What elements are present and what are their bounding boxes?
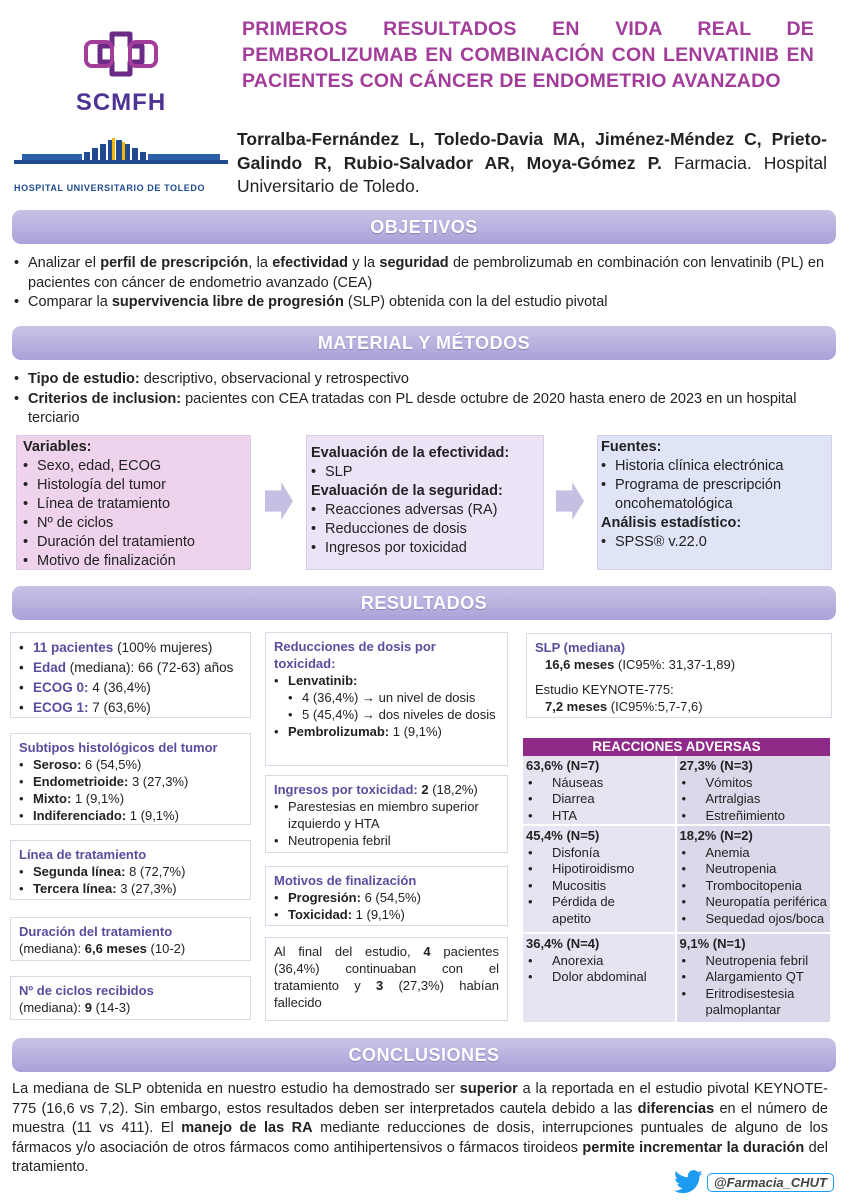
list-item: • Náuseas — [526, 775, 672, 792]
table-row — [523, 824, 830, 932]
analisis-list — [601, 533, 828, 552]
list-item: • Línea de tratamiento — [23, 495, 244, 514]
motivos-title: Motivos de finalización — [274, 873, 417, 888]
hospital-name: HOSPITAL UNIVERSITARIO DE TOLEDO — [14, 183, 206, 193]
list-item: • Artralgias — [680, 791, 828, 808]
duracion-title: Duración del tratamiento — [19, 924, 173, 939]
authors — [237, 128, 827, 199]
evaluacion-box — [306, 435, 544, 570]
list-item: • Dolor abdominal — [526, 969, 672, 986]
linea-box — [10, 840, 251, 900]
table-row — [523, 932, 830, 1022]
list-item: • Historia clínica electrónica — [601, 457, 828, 476]
final-box: Al final del estudio, 4 pacientes (36,4%) continuaban con el tratamiento y 3 (27,3%) habían fallecido — [265, 937, 508, 1021]
author-names: Torralba-Fernández L, Toledo-Davia MA, Jiménez-Méndez C, Prieto-Galindo R, Rubio-Salvador AR, Moya-Gómez P. — [237, 129, 827, 173]
list-item: • Disfonía — [526, 845, 672, 862]
list-item: • Neutropenia febril — [680, 953, 828, 970]
list-item: • Toxicidad: 1 (9,1%) — [274, 906, 499, 923]
ciclos-value: (mediana): 9 (14-3) — [19, 1000, 131, 1015]
seguridad-title: Evaluación de la seguridad: — [311, 483, 503, 499]
hospital-building-icon — [14, 138, 228, 174]
list-item: • Diarrea — [526, 791, 672, 808]
linea-title: Línea de tratamiento — [19, 847, 147, 862]
fuentes-title: Fuentes: — [601, 439, 662, 455]
list-item: • Mucositis — [526, 878, 672, 895]
list-item: • Progresión: 6 (54,5%) — [274, 889, 499, 906]
hospital-logo — [14, 138, 228, 192]
ecog1-item: • ECOG 1: 7 (63,6%) — [19, 698, 242, 718]
scmfh-wordmark: SCMFH — [75, 89, 167, 116]
list-item: • Tercera línea: 3 (27,3%) — [19, 880, 242, 897]
seguridad-list — [311, 501, 539, 558]
pacientes-item: • 11 pacientes (100% mujeres) — [19, 638, 242, 658]
slp-value: 16,6 meses (IC95%: 31,37-1,89) — [545, 657, 736, 672]
scmfh-logo — [66, 28, 176, 116]
list-item: • Anemia — [680, 845, 828, 862]
list-item: • Reducciones de dosis — [311, 520, 539, 539]
twitter-handle[interactable] — [674, 1168, 834, 1196]
list-item: • Ingresos por toxicidad — [311, 539, 539, 558]
ra-cell: 27,3% (N=3) • Vómitos • Artralgias • Estreñimiento — [677, 756, 831, 824]
variables-list — [23, 457, 244, 571]
analisis-title: Análisis estadístico: — [601, 515, 742, 531]
scmfh-emblem-icon — [66, 28, 176, 80]
conclusiones-banner: CONCLUSIONES — [12, 1038, 836, 1072]
reducciones-box — [265, 632, 508, 766]
affiliation: Farmacia. Hospital Universitario de Toledo. — [237, 152, 827, 196]
list-item: • Nº de ciclos — [23, 514, 244, 533]
criterios-inclusion: • Criterios de inclusion: pacientes con CEA tratadas con PL desde octubre de 2020 hasta enero de 2023 en un hospital terciario — [14, 390, 824, 429]
ingresos-title: Ingresos por toxicidad: 2 (18,2%) — [274, 782, 478, 797]
duracion-box — [10, 917, 251, 961]
objetivos-list — [14, 254, 824, 313]
list-item: • Mixto: 1 (9,1%) — [19, 790, 242, 807]
resultados-banner: RESULTADOS — [12, 586, 836, 620]
list-item: • Endometrioide: 3 (27,3%) — [19, 773, 242, 790]
fuentes-list — [601, 457, 828, 514]
arrow-right-icon — [265, 482, 293, 520]
slp-box — [526, 633, 832, 718]
variables-title: Variables: — [23, 439, 92, 455]
list-item: • SPSS® v.22.0 — [601, 533, 828, 552]
list-item: • Neutropenia febril — [274, 832, 499, 849]
efectividad-list — [311, 463, 539, 482]
list-item: • SLP — [311, 463, 539, 482]
ra-cell: 45,4% (N=5) • Disfonía • Hipotiroidismo • Mucositis • Pérdida de apetito — [523, 826, 677, 932]
list-item: • HTA — [526, 808, 672, 825]
list-item: • Seroso: 6 (54,5%) — [19, 756, 242, 773]
list-item: • Sexo, edad, ECOG — [23, 457, 244, 476]
ingresos-box — [265, 775, 508, 853]
subtipos-box — [10, 733, 251, 825]
pacientes-box — [10, 632, 251, 718]
lenvatinib-item: • Lenvatinib: • 4 (36,4%) → un nivel de dosis • 5 (45,4%) → dos niveles de dosis — [274, 672, 499, 723]
pembrolizumab-item: • Pembrolizumab: 1 (9,1%) — [274, 723, 499, 740]
ciclos-title: Nº de ciclos recibidos — [19, 983, 154, 998]
reducciones-title: Reducciones de dosis por toxicidad: — [274, 639, 436, 671]
list-item: • Hipotiroidismo — [526, 861, 672, 878]
list-item: • Trombocitopenia — [680, 878, 828, 895]
list-item: • Neutropenia — [680, 861, 828, 878]
list-item: • Neuropatía periférica — [680, 894, 828, 911]
list-item: • 5 (45,4%) → dos niveles de dosis — [288, 706, 499, 723]
list-item: • Parestesias en miembro superior izquierdo y HTA — [274, 798, 499, 832]
duracion-value: (mediana): 6,6 meses (10-2) — [19, 941, 186, 956]
list-item: • Indiferenciado: 1 (9,1%) — [19, 807, 242, 824]
list-item: • Vómitos — [680, 775, 828, 792]
list-item: • Programa de prescripción oncohematológica — [601, 476, 828, 514]
list-item: • Pérdida de apetito — [526, 894, 616, 927]
objetivo-item: • Comparar la supervivencia libre de progresión (SLP) obtenida con la del estudio pivotal — [14, 293, 824, 313]
list-item: • Eritrodisestesia palmoplantar — [680, 986, 792, 1019]
metodos-list — [14, 370, 824, 429]
list-item: • Anorexia — [526, 953, 672, 970]
tipo-estudio: • Tipo de estudio: descriptivo, observacional y retrospectivo — [14, 370, 824, 390]
keynote-label: Estudio KEYNOTE-775: — [535, 682, 674, 697]
objetivo-item: • Analizar el perfil de prescripción, la efectividad y la seguridad de pembrolizumab en combinación con lenvatinib (PL) en pacientes con cáncer de endometrio avanzado (CEA) — [14, 254, 824, 293]
conclusiones-text: La mediana de SLP obtenida en nuestro estudio ha demostrado ser superior a la reportada en el estudio pivotal KEYNOTE-775 (16,6 vs 7,2). Sin embargo, estos resultados deben ser interpretados cautela debido a las diferencias en el número de muestra (11 vs 411). El manejo de las RA mediante reducciones de dosis, interrupciones puntuales de alguno de los fármacos y/o asociación de otros fármacos como antihipertensivos o fármacos tiroideos permite incrementar la duración del tratamiento. — [12, 1081, 828, 1175]
list-item: • Histología del tumor — [23, 476, 244, 495]
keynote-value: 7,2 meses (IC95%:5,7-7,6) — [545, 699, 703, 714]
ciclos-box — [10, 976, 251, 1020]
list-item: • Reacciones adversas (RA) — [311, 501, 539, 520]
variables-box — [16, 435, 251, 570]
list-item: • Motivo de finalización — [23, 552, 244, 571]
list-item: • Estreñimiento — [680, 808, 828, 825]
fuentes-box — [597, 435, 832, 570]
ra-cell: 36,4% (N=4) • Anorexia • Dolor abdominal — [523, 934, 677, 1022]
motivos-box — [265, 866, 508, 926]
list-item: • Segunda línea: 8 (72,7%) — [19, 863, 242, 880]
edad-item: • Edad (mediana): 66 (72-63) años — [19, 658, 242, 678]
slp-title: SLP (mediana) — [535, 640, 626, 655]
ra-cell: 18,2% (N=2) • Anemia • Neutropenia • Trombocitopenia • Neuropatía periférica • Sequedad ojos/boca — [677, 826, 831, 932]
ra-cell: 9,1% (N=1) • Neutropenia febril • Alargamiento QT • Eritrodisestesia palmoplantar — [677, 934, 831, 1022]
poster-title: PRIMEROS RESULTADOS EN VIDA REAL DE PEMBROLIZUMAB EN COMBINACIÓN CON LENVATINIB EN PACIENTES CON CÁNCER DE ENDOMETRIO AVANZADO — [242, 18, 814, 92]
table-row — [523, 756, 830, 824]
ecog0-item: • ECOG 0: 4 (36,4%) — [19, 678, 242, 698]
metodos-banner: MATERIAL Y MÉTODOS — [12, 326, 836, 360]
list-item: • Alargamiento QT — [680, 969, 828, 986]
list-item: • Duración del tratamiento — [23, 533, 244, 552]
subtipos-title: Subtipos histológicos del tumor — [19, 740, 218, 755]
twitter-label: @Farmacia_CHUT — [707, 1173, 834, 1192]
ra-title: REACCIONES ADVERSAS — [523, 738, 830, 756]
efectividad-title: Evaluación de la efectividad: — [311, 445, 510, 461]
twitter-bird-icon — [674, 1170, 703, 1194]
list-item: • Sequedad ojos/boca — [680, 911, 828, 928]
arrow-right-icon — [556, 482, 584, 520]
ra-cell: 63,6% (N=7) • Náuseas • Diarrea • HTA — [523, 756, 677, 824]
reacciones-adversas-table — [523, 738, 830, 1022]
list-item: • 4 (36,4%) → un nivel de dosis — [288, 689, 499, 706]
objetivos-banner: OBJETIVOS — [12, 210, 836, 244]
